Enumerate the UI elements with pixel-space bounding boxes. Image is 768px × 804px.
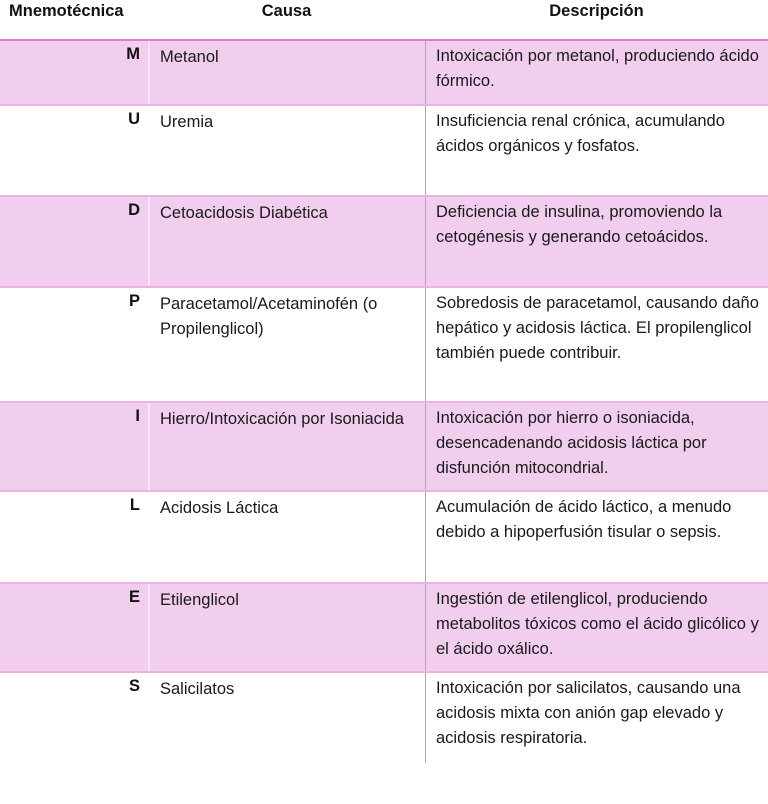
table-row-i [0, 401, 768, 490]
description-cell: Ingestión de etilenglicol, produciendo metabolitos tóxicos como el ácido glicólico y el ácido oxálico. [425, 584, 768, 671]
mnemonic-letter: D [128, 201, 140, 219]
table-row-d [0, 195, 768, 286]
cause-cell: Acidosis Láctica [148, 492, 425, 582]
cause-cell: Cetoacidosis Diabética [148, 197, 425, 286]
cause-cell: Etilenglicol [148, 584, 425, 671]
header-mnemonic: Mnemotécnica [9, 2, 124, 20]
description-cell: Acumulación de ácido láctico, a menudo debido a hipoperfusión tisular o sepsis. [425, 492, 768, 582]
mnemonic-letter: I [135, 407, 140, 425]
description-cell: Intoxicación por metanol, produciendo ácido fórmico. [425, 41, 768, 104]
header-description: Descripción [549, 2, 644, 20]
description-cell: Insuficiencia renal crónica, acumulando ácidos orgánicos y fosfatos. [425, 106, 768, 195]
cause-cell: Salicilatos [148, 673, 425, 763]
mnemonic-letter: L [129, 496, 140, 514]
description-cell: Sobredosis de paracetamol, causando daño hepático y acidosis láctica. El propilenglicol también puede contribuir. [425, 288, 768, 401]
header-cause: Causa [261, 2, 312, 20]
table-row-m [0, 41, 768, 104]
table-row-s [0, 671, 768, 763]
cause-cell: Uremia [148, 106, 425, 195]
table-row-u [0, 104, 768, 195]
description-cell: Deficiencia de insulina, promoviendo la cetogénesis y generando cetoácidos. [425, 197, 768, 286]
mnemonic-letter: M [126, 45, 140, 63]
table-row-l [0, 490, 768, 582]
table-row-p [0, 286, 768, 401]
description-cell: Intoxicación por hierro o isoniacida, desencadenando acidosis láctica por disfunción mitocondrial. [425, 403, 768, 490]
cause-cell: Hierro/Intoxicación por Isoniacida [148, 403, 425, 490]
cause-cell: Metanol [148, 41, 425, 104]
table-header [0, 0, 768, 41]
mnemonic-letter: S [128, 677, 140, 695]
mnemonic-letter: P [128, 292, 140, 310]
table-row-e [0, 582, 768, 671]
mnemonic-letter: U [128, 110, 140, 128]
description-cell: Intoxicación por salicilatos, causando una acidosis mixta con anión gap elevado y acidosis respiratoria. [425, 673, 768, 763]
cause-cell: Paracetamol/Acetaminofén (o Propilenglicol) [148, 288, 425, 401]
mnemonic-letter: E [128, 588, 140, 606]
